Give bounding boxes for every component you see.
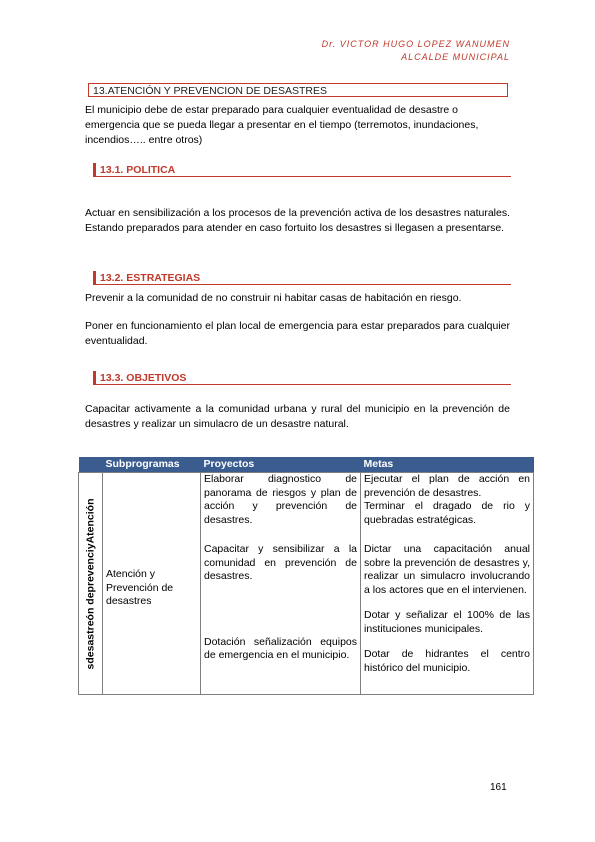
page-number: 161 [490, 782, 507, 793]
politica-text: Actuar en sensibilización a los procesos de la prevención activa de los desastres naturales. Estando preparados para atender en caso fortuito los desastres si llegasen a presentarse. [85, 207, 510, 234]
objetivos-text: Capacitar activamente a la comunidad urbana y rural del municipio en la prevención de desastres y realizar un simulacro de un desastre natural. [85, 403, 510, 430]
header-role: ALCALDE MUNICIPAL [401, 52, 510, 62]
header-proyectos: Proyectos [201, 457, 361, 473]
meta-2: Terminar el dragado de rio y quebradas estratégicas. [364, 500, 530, 526]
header-blank [79, 457, 103, 473]
proyecto-1: Elaborar diagnostico de panorama de riesgos y plan de acción y prevención de desastres. [204, 473, 357, 526]
subprograma-cell [103, 473, 201, 695]
table-header-row [79, 457, 534, 473]
proyecto-2: Capacitar y sensibilizar a la comunidad en prevención de desastres. [204, 543, 357, 582]
meta-5: Dotar de hidrantes el centro histórico del municipio. [364, 648, 530, 674]
section-title: 13.ATENCIÓN Y PREVENCION DE DESASTRES [88, 83, 508, 97]
page-header [322, 38, 510, 64]
meta-4: Dotar y señalizar el 100% de las instituciones municipales. [364, 609, 530, 635]
metas-cell [361, 473, 534, 695]
header-subprogramas: Subprogramas [103, 457, 201, 473]
subsection-politica-title: 13.1. POLITICA [93, 163, 511, 177]
header-name: Dr. VICTOR HUGO LOPEZ WANUMEN [321, 39, 510, 49]
meta-1: Ejecutar el plan de acción en prevención de desastres. [364, 473, 530, 499]
plan-table [78, 457, 534, 695]
subprograma: Atención y Prevención de desastres [106, 568, 174, 607]
row-label-cell [79, 473, 103, 695]
estrategias-text-1: Prevenir a la comunidad de no construir ni habitar casas de habitación en riesgo. [85, 292, 462, 304]
subsection-objetivos-title: 13.3. OBJETIVOS [93, 371, 511, 385]
table-row [79, 473, 534, 695]
estrategias-text-2: Poner en funcionamiento el plan local de emergencia para estar preparados para cualquier eventualidad. [85, 320, 510, 347]
subsection-estrategias-title: 13.2. ESTRATEGIAS [93, 271, 511, 285]
proyecto-3: Dotación señalización equipos de emergencia en el municipio. [204, 635, 357, 661]
proyectos-cell [201, 473, 361, 695]
meta-3: Dictar una capacitación anual sobre la prevención de desastres y, realizar un simulacro involucrando a los actores que en el intervienen. [364, 543, 530, 596]
section-intro: El municipio debe de estar preparado para cualquier eventualidad de desastre o emergencia que se pueda llegar a presentar en el tiempo (terremotos, inundaciones, incendios….. entre otros) [85, 104, 479, 146]
row-label: sdesastreón deprevenciyAtención [83, 498, 96, 669]
header-metas: Metas [361, 457, 534, 473]
